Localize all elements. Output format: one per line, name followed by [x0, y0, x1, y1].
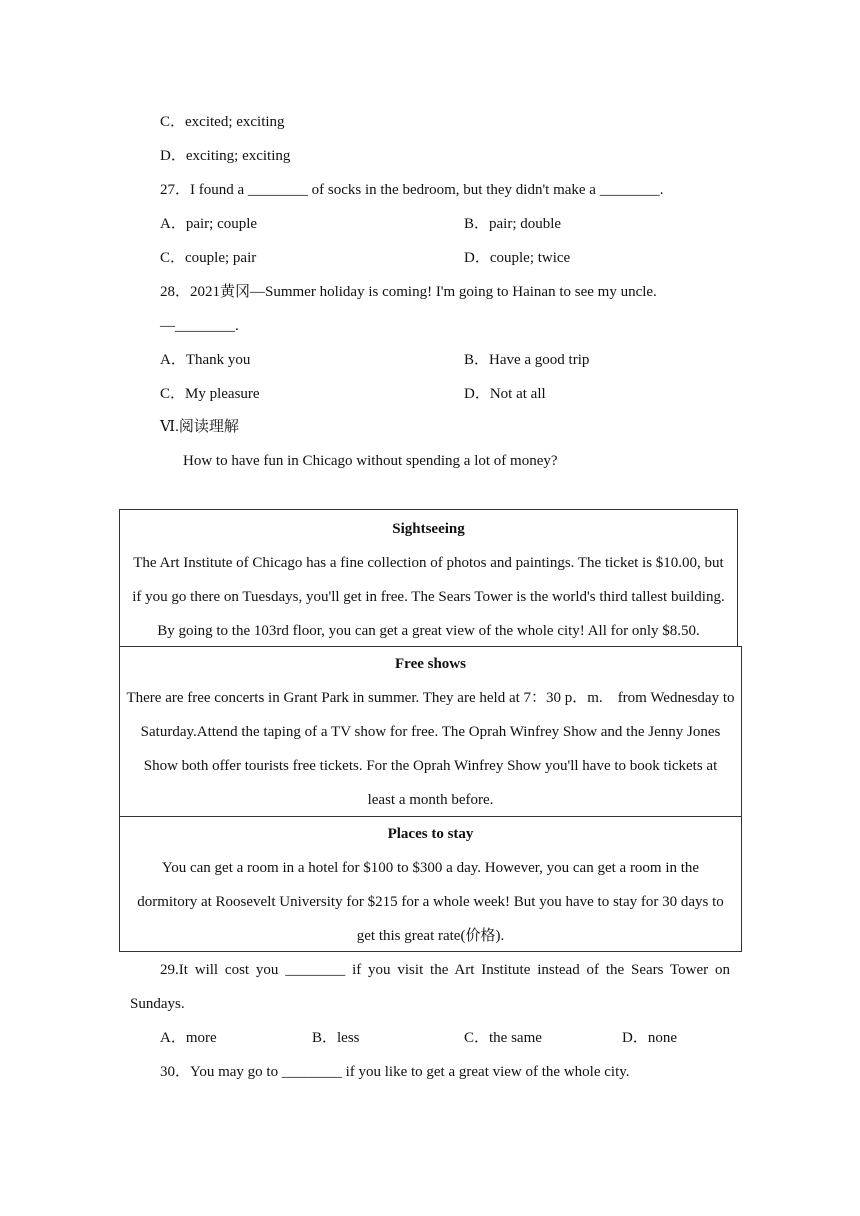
q28-stem: 28．2021黄冈—Summer holiday is coming! I'm going to Hainan to see my uncle. — [160, 284, 657, 300]
sightseeing-line-1: The Art Institute of Chicago has a fine collection of photos and paintings. The ticket is $10.00, but — [133, 555, 724, 571]
places-to-stay-line-2: dormitory at Roosevelt University for $215 for a whole week! But you have to stay for 30 days to — [137, 894, 724, 910]
section-heading: Ⅵ.阅读理解 — [160, 419, 239, 435]
q29-option-c: C．the same — [464, 1030, 542, 1046]
free-shows-box — [119, 646, 742, 817]
free-shows-line-3: Show both offer tourists free tickets. For the Oprah Winfrey Show you'll have to book tickets at — [143, 758, 718, 774]
q28-answer-blank: —________. — [160, 318, 239, 334]
q26-option-d: D．exciting; exciting — [160, 148, 291, 164]
q27-option-b: B．pair; double — [464, 216, 562, 232]
q27-option-c: C．couple; pair — [160, 250, 257, 266]
section-intro: How to have fun in Chicago without spending a lot of money? — [183, 453, 558, 469]
free-shows-line-2: Saturday.Attend the taping of a TV show for free. The Oprah Winfrey Show and the Jenny Jones — [140, 724, 721, 740]
sightseeing-title: Sightseeing — [392, 521, 465, 537]
q29-option-b: B．less — [312, 1030, 360, 1046]
places-to-stay-line-3: get this great rate(价格). — [356, 928, 505, 944]
q30-stem: 30．You may go to ________ if you like to get a great view of the whole city. — [160, 1064, 630, 1080]
q29-option-d: D．none — [622, 1030, 677, 1046]
sightseeing-line-2: if you go there on Tuesdays, you'll get in free. The Sears Tower is the world's third tallest building. — [132, 589, 725, 605]
q27-option-a: A．pair; couple — [160, 216, 258, 232]
q28-option-a: A．Thank you — [160, 352, 251, 368]
q29-option-a: A．more — [160, 1030, 217, 1046]
free-shows-line-4: least a month before. — [367, 792, 494, 808]
q28-option-c: C．My pleasure — [160, 386, 260, 402]
places-to-stay-box — [119, 816, 742, 952]
q26-option-c: C．excited; exciting — [160, 114, 285, 130]
q28-option-d: D．Not at all — [464, 386, 546, 402]
q28-option-b: B．Have a good trip — [464, 352, 590, 368]
q27-stem: 27．I found a ________ of socks in the bedroom, but they didn't make a ________. — [160, 182, 664, 198]
places-to-stay-title: Places to stay — [387, 826, 474, 842]
sightseeing-box — [119, 509, 738, 647]
free-shows-line-1: There are free concerts in Grant Park in summer. They are held at 7：30 p．m. from Wednesday to — [126, 690, 735, 706]
places-to-stay-line-1: You can get a room in a hotel for $100 to $300 a day. However, you can get a room in the — [161, 860, 700, 876]
q29-stem-line-2: Sundays. — [130, 996, 185, 1012]
free-shows-title: Free shows — [395, 656, 466, 672]
sightseeing-line-3: By going to the 103rd floor, you can get a great view of the whole city! All for only $8.50. — [157, 623, 700, 639]
q29-stem-line-1: 29.It will cost you ________ if you visit the Art Institute instead of the Sears Tower on — [160, 962, 730, 978]
q27-option-d: D．couple; twice — [464, 250, 571, 266]
